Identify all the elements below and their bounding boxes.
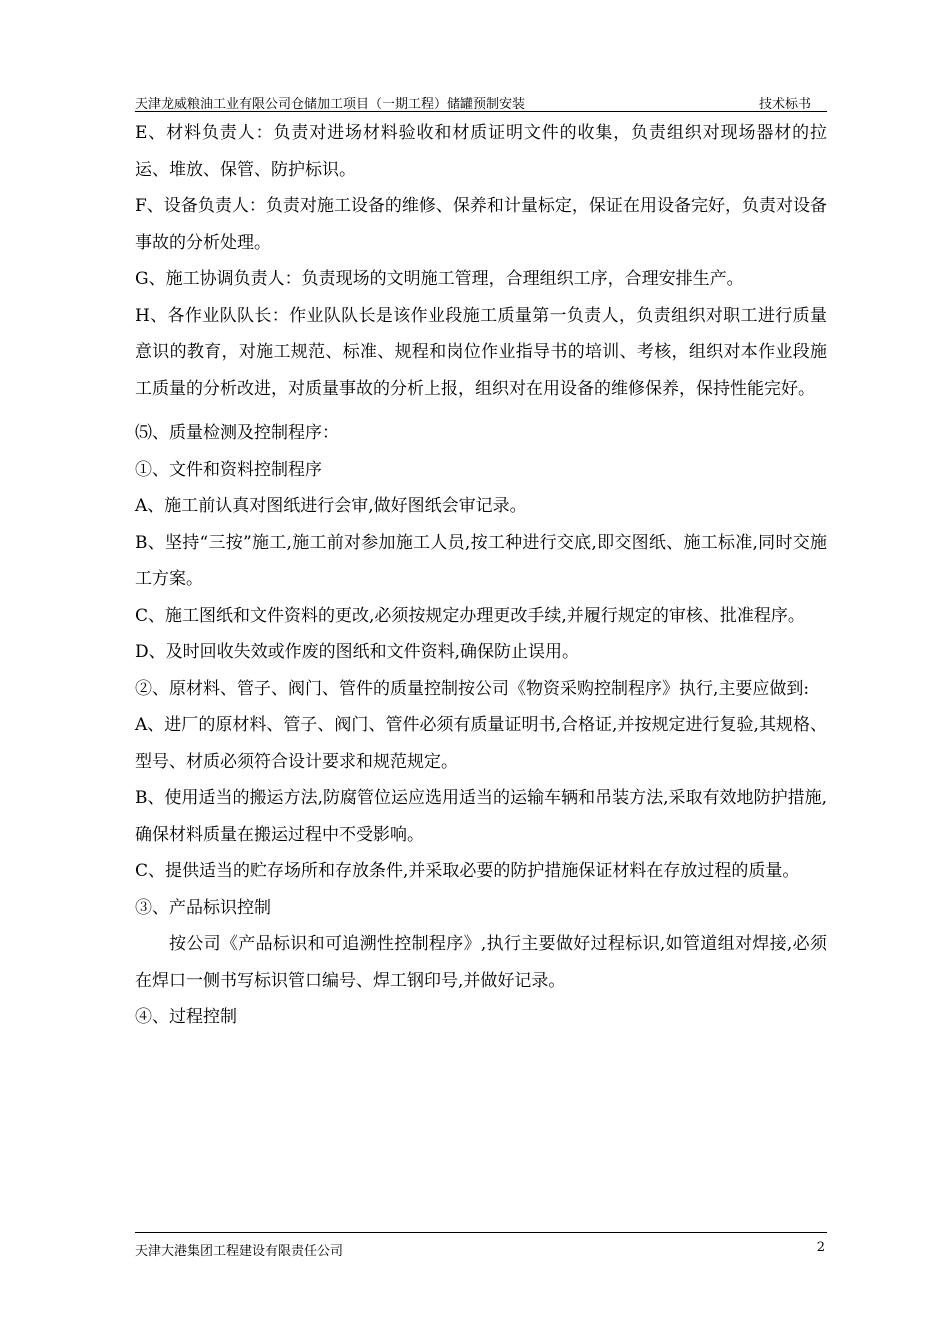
paragraph-change-procedure: C、施工图纸和文件资料的更改,必须按规定办理更改手续,并履行规定的审核、批准程序。 xyxy=(135,605,805,626)
paragraph-equipment-manager: F、设备负责人：负责对施工设备的维修、保养和计量标定，保证在用设备完好，负责对设备事故的分析处理。 xyxy=(135,196,827,253)
section-heading-quality-control: ⑸、质量检测及控制程序： xyxy=(135,423,339,443)
document-body xyxy=(135,115,827,1036)
header-document-type: 技术标书 xyxy=(758,97,811,112)
subheading-material-control: ②、原材料、管子、阀门、管件的质量控制按公司《物资采购控制程序》执行,主要应做到: xyxy=(135,678,810,699)
paragraph-material-manager: E、材料负责人：负责对进场材料验收和材质证明文件的收集，负责组织对现场器材的拉运、堆放、保管、防护标识。 xyxy=(135,123,827,180)
subheading-product-identification: ③、产品标识控制 xyxy=(135,897,271,918)
footer-page-number: 2 xyxy=(816,1240,825,1255)
paragraph-storage-conditions: C、提供适当的贮存场所和存放条件,并采取必要的防护措施保证材料在存放过程的质量。 xyxy=(135,861,800,881)
paragraph-drawing-review: A、施工前认真对图纸进行会审,做好图纸会审记录。 xyxy=(135,496,527,516)
paragraph-traceability: 按公司《产品标识和可追溯性控制程序》,执行主要做好过程标识,如管道组对焊接,必须在焊口一侧书写标识管口编号、焊工钢印号,并做好记录。 xyxy=(135,934,827,991)
paragraph-three-rules: B、坚持“三按”施工,施工前对参加施工人员,按工种进行交底,即交图纸、施工标准,同时交施工方案。 xyxy=(135,532,827,589)
subheading-process-control: ④、过程控制 xyxy=(135,1007,237,1027)
header-project-title: 天津龙威粮油工业有限公司仓储加工项目（一期工程）储罐预制安装 xyxy=(135,97,526,112)
paragraph-coordination-manager: G、施工协调负责人：负责现场的文明施工管理，合理组织工序，合理安排生产。 xyxy=(135,269,744,289)
subheading-document-control: ①、文件和资料控制程序 xyxy=(135,459,322,480)
footer-company-name: 天津大港集团工程建设有限责任公司 xyxy=(135,1244,344,1259)
paragraph-team-leader: H、各作业队队长：作业队队长是该作业段施工质量第一负责人，负责组织对职工进行质量意识的教育，对施工规范、标准、规程和岗位作业指导书的培训、考核，组织对本作业段施工质量的分析改进，对质量事故的分析上报，组织对在用设备的维修保养，保持性能完好。 xyxy=(135,305,827,399)
page-header xyxy=(135,93,827,112)
page-footer xyxy=(135,1232,827,1259)
paragraph-handling-methods: B、使用适当的搬运方法,防腐管位运应选用适当的运输车辆和吊装方法,采取有效地防护措施,确保材料质量在搬运过程中不受影响。 xyxy=(135,788,827,845)
paragraph-recall-documents: D、及时回收失效或作废的图纸和文件资料,确保防止误用。 xyxy=(135,642,580,662)
paragraph-material-certificates: A、进厂的原材料、管子、阀门、管件必须有质量证明书,合格证,并按规定进行复验,其规格、型号、材质必须符合设计要求和规范规定。 xyxy=(135,715,827,772)
